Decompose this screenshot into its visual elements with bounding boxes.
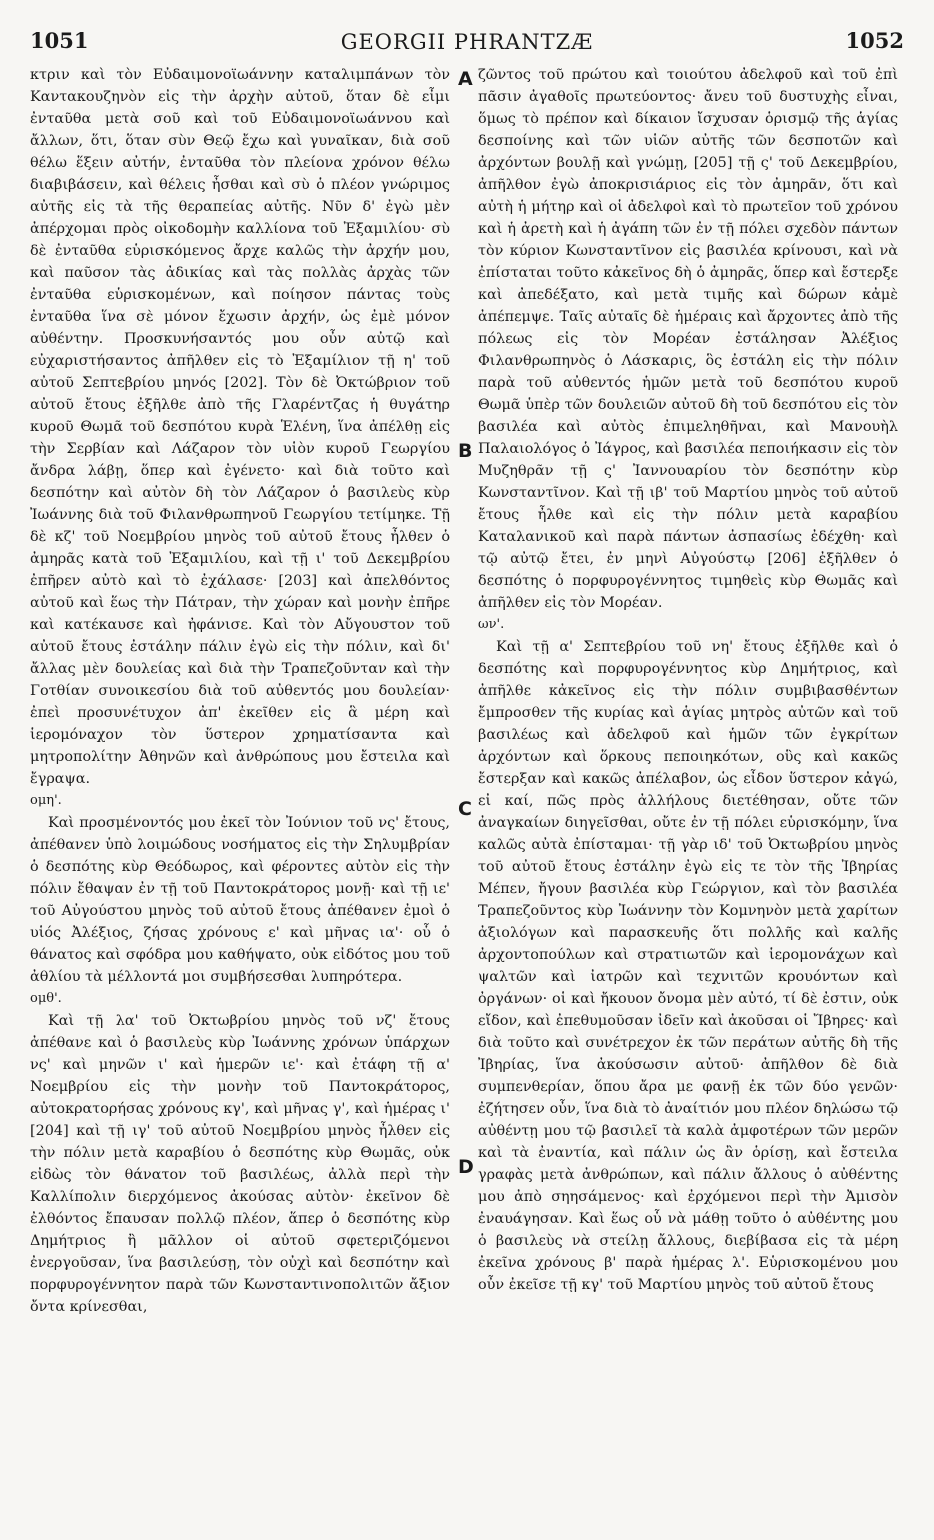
page-number-left: 1051 bbox=[30, 28, 89, 53]
section-number: ομη'. bbox=[30, 793, 62, 808]
section-number: ομθ'. bbox=[30, 991, 62, 1006]
margin-letter-b: B bbox=[458, 440, 473, 462]
margin-letter-d: D bbox=[458, 1156, 474, 1178]
paragraph: Καὶ τῇ α' Σεπτεβρίου τοῦ νη' ἔτους ἐξῆλθε καὶ ὁ δεσπότης καὶ πορφυρογέννητος κὺρ Δημήτριος, καὶ ἀπῆλθε κἀκεῖνος εἰς τὴν πόλιν συμβιβασθέντων ἔμπροσθεν τῆς κυρίας καὶ ἁγίας μητρὸς αὐτῶν καὶ τοῦ βασιλέως καὶ ἀδελφοῦ καὶ ἡμῶν τῶν ἐγκρίτων ἀρχόντων καὶ ὅρκους πεποιηκότων, οὓς καὶ κακῶς ἔστερξαν καὶ κακῶς ἀπέλαβον, ὡς εἶδον ὕστερον κἀγώ, εἰ καί, πῶς πρὸς ἀλλήλους διετέθησαν, οὔτε τῶν ἀναγκαίων διηγεῖσθαι, οὔτε ἐν τῇ πόλει εὑρισκόμην, ἵνα καλῶς αὐτὰ ἐπίσταμαι· τῇ γὰρ ιδ' τοῦ Ὀκτωβρίου μηνὸς τοῦ αὐτοῦ ἔτους ἐστάλην ἐγὼ εἰς τε τὸν τῆς Ἰβηρίας Μέπεν, ἤγουν βασιλέα κὺρ Γεώργιον, καὶ τὸν βασιλέα Τραπεζοῦντος κὺρ Ἰωάννην τὸν Κομνηνὸν μετὰ χαρίτων ἀξιολόγων καὶ παρασκευῆς ὅτι πολλῆς καὶ καλῆς ἀρχοντοπούλων καὶ στρατιωτῶν καὶ ἱερομονάχων καὶ ψαλτῶν καὶ ἰατρῶν καὶ τεχνιτῶν κρουόντων καὶ ὀργάνων· οἱ καὶ ἤκουον ὄνομα μὲν αὐτό, τί δὲ ἐστιν, οὐκ εἴδον, καὶ ἐπεθυμοῦσαν ἰδεῖν καὶ ἀκοῦσαι οἱ Ἴβηρες· καὶ διὰ τοῦτο καὶ συνέτρεχον ἐκ τῶν περάτων αὐτῆς δὴ τῆς Ἰβηρίας, ἵνα ἀκούσωσιν αὐτοῦ· ἀπῆλθον δὲ διὰ συμπενθερίαν, ὅπου ἄρα με φανῇ ἐκ τῶν δύο γενῶν· ἐζήτησεν οὖν, ἵνα διὰ τὸ ἀναίτιόν μου πλέον δηλώσω τῷ αὐθέντῃ μου τῷ βασιλεῖ τὰ καλὰ ἀμφοτέρων τῶν μερῶν καὶ τὰ ἐναντία, καὶ πάλιν ὡς ἂν ὁρίσῃ, καὶ ἔστειλα γραφὰς μετὰ ἀνθρώπων, καὶ πάλιν ἄλλους ὁ αὐθέντης μου ἀπὸ σηησάμενος· καὶ ἐρχόμενοι περὶ τὴν Ἀμισὸν ἐναυάγησαν. Καὶ ἕως οὗ νὰ μάθῃ τοῦτο ὁ αὐθέντης μου ὁ βασιλεὺς νὰ στείλῃ ἄλλους, διεβίβασα εἰς τὰ μέρη ἐκεῖνα χρόνους β' παρὰ ἡμέρας λ'. Εὑρισκομένου μου οὖν ἐκεῖσε τῇ κγ' τοῦ Μαρτίου μηνὸς τοῦ αὐτοῦ ἔτους bbox=[478, 639, 898, 1293]
page-header bbox=[30, 28, 904, 58]
margin-letter-c: C bbox=[458, 798, 472, 820]
right-column bbox=[478, 64, 898, 1296]
section-number: ων'. bbox=[478, 617, 505, 632]
paragraph: ζῶντος τοῦ πρώτου καὶ τοιούτου ἀδελφοῦ καὶ τοῦ ἐπὶ πᾶσιν ἀγαθοῖς πρωτεύοντος· ἄνευ τοῦ δυστυχὴς εἶναι, ὅμως τὸ πρέπον καὶ δίκαιον ἴσχυσαν ὁρισμῷ τῆς ἁγίας δεσποίνης καὶ τῶν υἱῶν αὐτῆς τῶν δεσποτῶν καὶ ἀρχόντων βουλῇ καὶ γνώμῃ, [205] τῇ ς' τοῦ Δεκεμβρίου, ἀπῆλθον ἐγὼ ἀποκρισιάριος εἰς τὸν ἀμηρᾶν, ὅτι καὶ αὐτὴ ἡ μήτηρ καὶ οἱ ἀδελφοὶ καὶ τὸ πρωτεῖον τοῦ χρόνου καὶ ἡ ἀρετὴ καὶ ἡ ἀγάπη τῶν ἐν τῇ πόλει σχεδὸν πάντων τὸν κύριον Κωνσταντῖνον εἰς βασιλέα κρίνουσι, καὶ νὰ ἐπίσταται τοῦτο κἀκεῖνος δὴ ὁ ἀμηρᾶς, ὅπερ καὶ ἔστερξε καὶ ἀπεδέξατο, καὶ μετὰ τιμῆς καὶ δώρων κἀμὲ ἀπέπεμψε. Ταῖς αὐταῖς δὲ ἡμέραις καὶ ἄρχοντες ἀπὸ τῆς πόλεως εἰς τὸν Μορέαν ἐστάλησαν Ἀλέξιος Φιλανθρωπηνὸς ὁ Λάσκαρις, ὃς ἐστάλη εἰς τὴν πόλιν παρὰ τοῦ αὐθεντός ἡμῶν μετὰ τοῦ δεσπότου κυροῦ Θωμᾶ ὑπὲρ τῶν δουλειῶν αὐτοῦ δὴ τοῦ δεσπότου εἰς τὸν βασιλέα καὶ αὐτὸς ἐπιμεληθῆναι, καὶ Μανουὴλ Παλαιολόγος ὁ Ἰάγρος, καὶ βασιλέα πεποιήκασιν εἰς τὸν Μυζηθρᾶν τῇ ς' Ἰαννουαρίου τὸν δεσπότην κὺρ Κωνσταντῖνον. Καὶ τῇ ιβ' τοῦ Μαρτίου μηνὸς τοῦ αὐτοῦ ἔτους ἦλθε καὶ εἰς τὴν πόλιν μετὰ καραβίου Καταλανικοῦ καὶ παρὰ πάντων ἀσπασίως ἐδέχθη· καὶ τῷ αὐτῷ ἔτει, ἐν μηνὶ Αὐγούστῳ [206] ἐξῆλθεν ὁ δεσπότης ὁ πορφυρογέννητος τιμηθεὶς κὺρ Θωμᾶς καὶ ἀπῆλθεν εἰς τὸν Μορέαν. bbox=[478, 67, 898, 611]
margin-letter-a: A bbox=[458, 68, 473, 90]
running-title: GEORGII PHRANTZÆ bbox=[340, 30, 594, 54]
left-column bbox=[30, 64, 450, 1318]
paragraph: Καὶ προσμένοντός μου ἐκεῖ τὸν Ἰούνιον τοῦ νς' ἔτους, ἀπέθανεν ὑπὸ λοιμώδους νοσήματος εἰς τὴν Σηλυμβρίαν ὁ δεσπότης κὺρ Θεόδωρος, καὶ φέροντες αὐτὸν εἰς τὴν πόλιν ἔθαψαν ἐν τῇ τοῦ Παντοκράτορος μονῇ· καὶ τῇ ιε' τοῦ Αὐγούστου μηνὸς τοῦ αὐτοῦ ἔτους ἀπέθανεν ἐμοὶ ὁ υἱός Ἀλέξιος, ζήσας χρόνους ε' καὶ μῆνας ια'· οὗ ὁ θάνατος καὶ σφόδρα μου καθήψατο, οὐκ εἰδότος μου τοῦ ἀθλίου τὰ μέλλοντά μοι συμβήσεσθαι λυπηρότερα. bbox=[30, 815, 450, 985]
paragraph: κτριν καὶ τὸν Εὐδαιμονοϊωάννην καταλιμπάνων τὸν Καντακουζηνὸν εἰς τὴν ἀρχὴν αὐτοῦ, ὅταν δὲ εἶμι ἐνταῦθα μετὰ σοῦ καὶ τοῦ Εὐδαιμονοϊωάννου καὶ ἄλλων, ὅτι, ὅταν σὺν Θεῷ ἔχω καὶ γυναῖκαν, διὰ σοῦ θέλω ἕξειν αὐτήν, ἐνταῦθα τὸν πλείονα χρόνον θέλω διαβιβάσειν, καὶ θέλεις ἦσθαι καὶ σὺ ὁ πλέον γνώριμος αὐτῆς εἰς τὰ τῆς θεραπείας αὐτῆς. Νῦν δ' ἐγὼ μὲν ἀπέρχομαι πρὸς οἰκοδομὴν καλλίονα τοῦ Ἐξαμιλίου· σὺ δὲ ἐνταῦθα εὑρισκόμενος ἄρχε καλῶς τὴν ἀρχήν μου, καὶ παῦσον τὰς ἀδικίας καὶ τὰς πολλὰς ἀρχὰς τῶν ἐνταῦθα εὑρισκομένων, καὶ ποίησον πάντας τοὺς ἐνταῦθα ἵνα σὲ μόνον ἔχωσιν ἀρχήν, ὡς ἐμὲ μόνον αὐθέντην. Προσκυνήσαντός μου οὖν αὐτῷ καὶ εὐχαριστήσαντος ἀπῆλθεν εἰς τὸ Ἐξαμίλιον τῇ η' τοῦ αὐτοῦ Σεπτεβρίου μηνός [202]. Τὸν δὲ Ὀκτώβριον τοῦ αὐτοῦ ἔτους ἐξῆλθε ἀπὸ τῆς Γλαρέντζας ἡ θυγάτηρ κυροῦ Θωμᾶ τοῦ δεσπότου κυρὰ Ἑλένη, ἵνα ἀπέλθῃ εἰς τὴν Σερβίαν καὶ Λάζαρον τὸν υἱὸν κυροῦ Γεωργίου ἄνδρα λάβῃ, ὅπερ καὶ ἐγένετο· καὶ διὰ τοῦτο καὶ δεσπότην καὶ αὐτὸν δὴ τὸν Λάζαρον ὁ βασιλεὺς κὺρ Ἰωάννης διὰ τοῦ Φιλανθρωπηνοῦ Γεωργίου τετίμηκε. Τῇ δὲ κζ' τοῦ Νοεμβρίου μηνὸς τοῦ αὐτοῦ ἔτους ἦλθεν ὁ ἀμηρᾶς κατὰ τοῦ Ἐξαμιλίου, καὶ τῇ ι' τοῦ Δεκεμβρίου ἐπῆρεν αὐτὸ καὶ τὸ ἐχάλασε· [203] καὶ ἀπελθόντος αὐτοῦ καὶ ἕως τὴν Πάτραν, τὴν χώραν καὶ μονὴν ἐπῆρε καὶ κατέκαυσε καὶ ἠφάνισε. Καὶ τὸν Αὔγουστον τοῦ αὐτοῦ ἔτους ἐστάλην πάλιν ἐγὼ εἰς τὴν πόλιν, καὶ δι' ἄλλας μὲν δουλείας καὶ διὰ τὴν Τραπεζοῦνταν καὶ τὴν Γοτθίαν συνοικεσίου διὰ τοῦ αὐθεντός μου δουλείαν· ἐπεὶ προσυνέτυχον ἀπ' ἐκεῖθεν εἰς ἃ μέρη καὶ ἱερομόναχον τὸν ὕστερον χρηματίσαντα καὶ μητροπολίτην Ἀθηνῶν καὶ ἀνθρώπους μου ἔστειλα καὶ ἔγραψα. bbox=[30, 67, 450, 787]
page-number-right: 1052 bbox=[845, 28, 904, 53]
paragraph: Καὶ τῇ λα' τοῦ Ὀκτωβρίου μηνὸς τοῦ νζ' ἔτους ἀπέθανε καὶ ὁ βασιλεὺς κὺρ Ἰωάννης χρόνων ὑπάρχων νς' καὶ μηνῶν ι' καὶ ἡμερῶν ιε'· καὶ ἐτάφη τῇ α' Νοεμβρίου εἰς τὴν μονὴν τοῦ Παντοκράτορος, αὐτοκρατορήσας χρόνους κγ', καὶ μῆνας γ', καὶ ἡμέρας ι' [204] καὶ τῇ ιγ' τοῦ αὐτοῦ Νοεμβρίου μηνὸς ἦλθεν εἰς τὴν πόλιν μετὰ καραβίου ὁ δεσπότης κὺρ Θωμᾶς, οὐκ εἰδὼς τὸν θάνατον τοῦ βασιλέως, ἀλλὰ περὶ τὴν Καλλίπολιν διερχόμενος ἀκούσας αὐτὸν· ἐκεῖνον δὲ ἐλθόντος ἔπαυσαν πολλῷ πλέον, ἅπερ ὁ δεσπότης κὺρ Δημήτριος ἢ μᾶλλον οἱ αὐτοῦ σφετεριζόμενοι ἐνεργοῦσαν, ἵνα βασιλεύσῃ, τὸν οὐχὶ καὶ δεσπότην καὶ πορφυρογέννητον παρὰ τῶν Κωνσταντινοπολιτῶν ἄξιον ὄντα κρίνεσθαι, bbox=[30, 1013, 450, 1315]
